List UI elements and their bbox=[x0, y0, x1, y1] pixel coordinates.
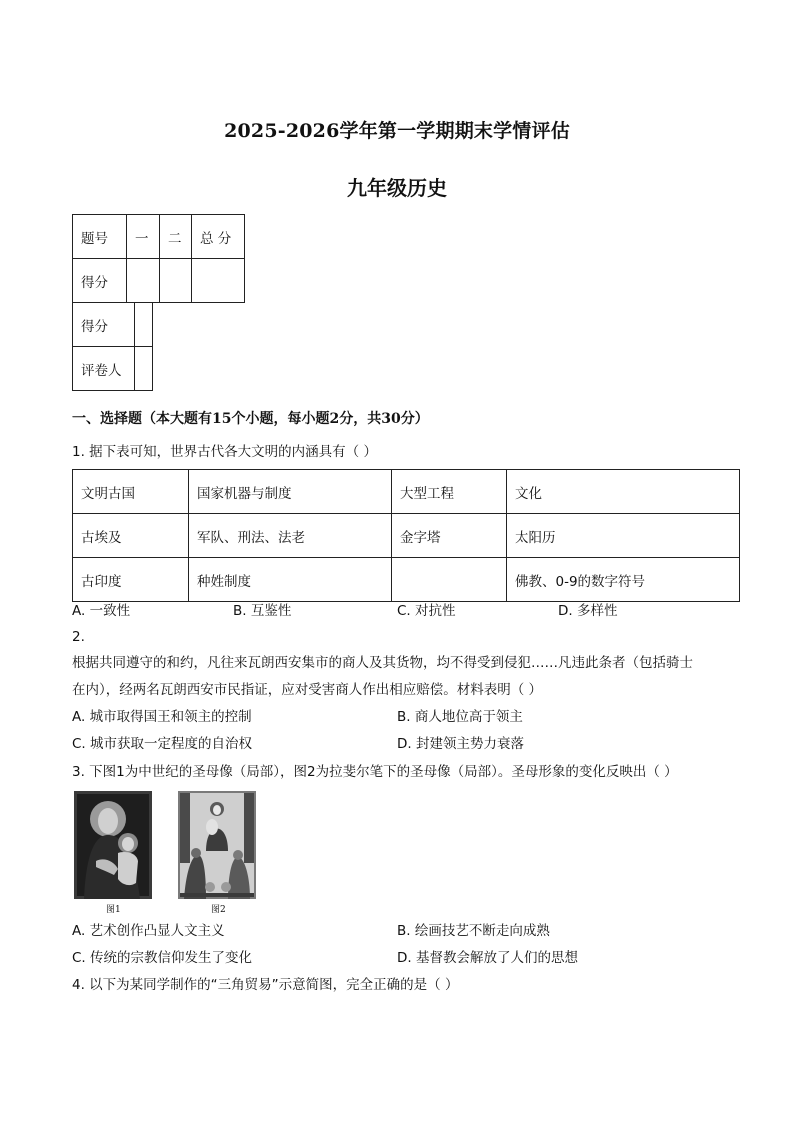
exam-title: 2025-2026学年第一学期期末学情评估 bbox=[224, 120, 570, 142]
grader-table-row bbox=[73, 347, 153, 391]
score-table-row bbox=[73, 259, 245, 303]
table-cell: 太阳历 bbox=[507, 514, 740, 558]
score-input-cell[interactable] bbox=[160, 259, 192, 303]
score-input-cell[interactable] bbox=[127, 259, 160, 303]
q2-option-d[interactable]: D. 封建领主势力衰落 bbox=[397, 736, 524, 752]
table-header-cell: 国家机器与制度 bbox=[189, 470, 392, 514]
score-table-cell: 得分 bbox=[73, 259, 127, 303]
exam-subject: 九年级历史 bbox=[347, 176, 447, 200]
grader-input-cell[interactable] bbox=[135, 303, 153, 347]
question-1-stem: 1. 据下表可知，世界古代各大文明的内涵具有（ ） bbox=[72, 444, 377, 460]
q2-option-a[interactable]: A. 城市取得国王和领主的控制 bbox=[72, 709, 252, 725]
question-2-number: 2. bbox=[72, 629, 85, 645]
civilization-table bbox=[72, 469, 740, 602]
table-cell: 种姓制度 bbox=[189, 558, 392, 602]
q3-option-d[interactable]: D. 基督教会解放了人们的思想 bbox=[397, 950, 578, 966]
q1-option-c[interactable]: C. 对抗性 bbox=[397, 603, 456, 619]
q3-option-c[interactable]: C. 传统的宗教信仰发生了变化 bbox=[72, 950, 253, 966]
question-3-stem: 3. 下图1为中世纪的圣母像（局部），图2为拉斐尔笔下的圣母像（局部）。圣母形象的变化反映出（ ） bbox=[72, 764, 678, 780]
score-input-cell[interactable] bbox=[192, 259, 245, 303]
question-4-stem: 4. 以下为某同学制作的“三角贸易”示意简图，完全正确的是（ ） bbox=[72, 977, 459, 993]
figure-2-caption: 图2 bbox=[211, 905, 226, 915]
figure-2-raphael-madonna-image bbox=[178, 791, 256, 899]
q2-option-b[interactable]: B. 商人地位高于领主 bbox=[397, 709, 523, 725]
score-table-row bbox=[73, 215, 245, 259]
table-cell: 佛教、0-9的数字符号 bbox=[507, 558, 740, 602]
score-table-cell: 总 分 bbox=[192, 215, 245, 259]
q2-option-c[interactable]: C. 城市获取一定程度的自治权 bbox=[72, 736, 253, 752]
table-row bbox=[73, 558, 740, 602]
grader-table-label: 得分 bbox=[73, 303, 135, 347]
q1-option-b[interactable]: B. 互鉴性 bbox=[233, 603, 292, 619]
score-table-cell: 题号 bbox=[73, 215, 127, 259]
table-cell: 古印度 bbox=[73, 558, 189, 602]
table-header-row bbox=[73, 470, 740, 514]
grader-table-label: 评卷人 bbox=[73, 347, 135, 391]
table-row bbox=[73, 514, 740, 558]
grader-input-cell[interactable] bbox=[135, 347, 153, 391]
q3-option-a[interactable]: A. 艺术创作凸显人文主义 bbox=[72, 923, 225, 939]
table-cell: 古埃及 bbox=[73, 514, 189, 558]
table-header-cell: 文化 bbox=[507, 470, 740, 514]
grader-table bbox=[72, 302, 153, 391]
table-cell: 军队、刑法、法老 bbox=[189, 514, 392, 558]
figure-1-medieval-madonna-image bbox=[74, 791, 152, 899]
table-cell: 金字塔 bbox=[392, 514, 507, 558]
figure-1-caption: 图1 bbox=[106, 905, 121, 915]
score-table bbox=[72, 214, 245, 303]
section-heading: 一、选择题（本大题有15个小题，每小题2分，共30分） bbox=[72, 411, 429, 427]
score-table-cell: 一 bbox=[127, 215, 160, 259]
table-header-cell: 文明古国 bbox=[73, 470, 189, 514]
q1-option-a[interactable]: A. 一致性 bbox=[72, 603, 131, 619]
score-table-cell: 二 bbox=[160, 215, 192, 259]
q3-option-b[interactable]: B. 绘画技艺不断走向成熟 bbox=[397, 923, 550, 939]
grader-table-row bbox=[73, 303, 153, 347]
question-2-text-line: 在内），经两名瓦朗西安市民指证，应对受害商人作出相应赔偿。材料表明（ ） bbox=[72, 682, 543, 698]
question-2-text-line: 根据共同遵守的和约，凡往来瓦朗西安集市的商人及其货物，均不得受到侵犯……凡违此条者（包括骑士 bbox=[72, 655, 693, 671]
q1-option-d[interactable]: D. 多样性 bbox=[558, 603, 618, 619]
table-cell bbox=[392, 558, 507, 602]
table-header-cell: 大型工程 bbox=[392, 470, 507, 514]
